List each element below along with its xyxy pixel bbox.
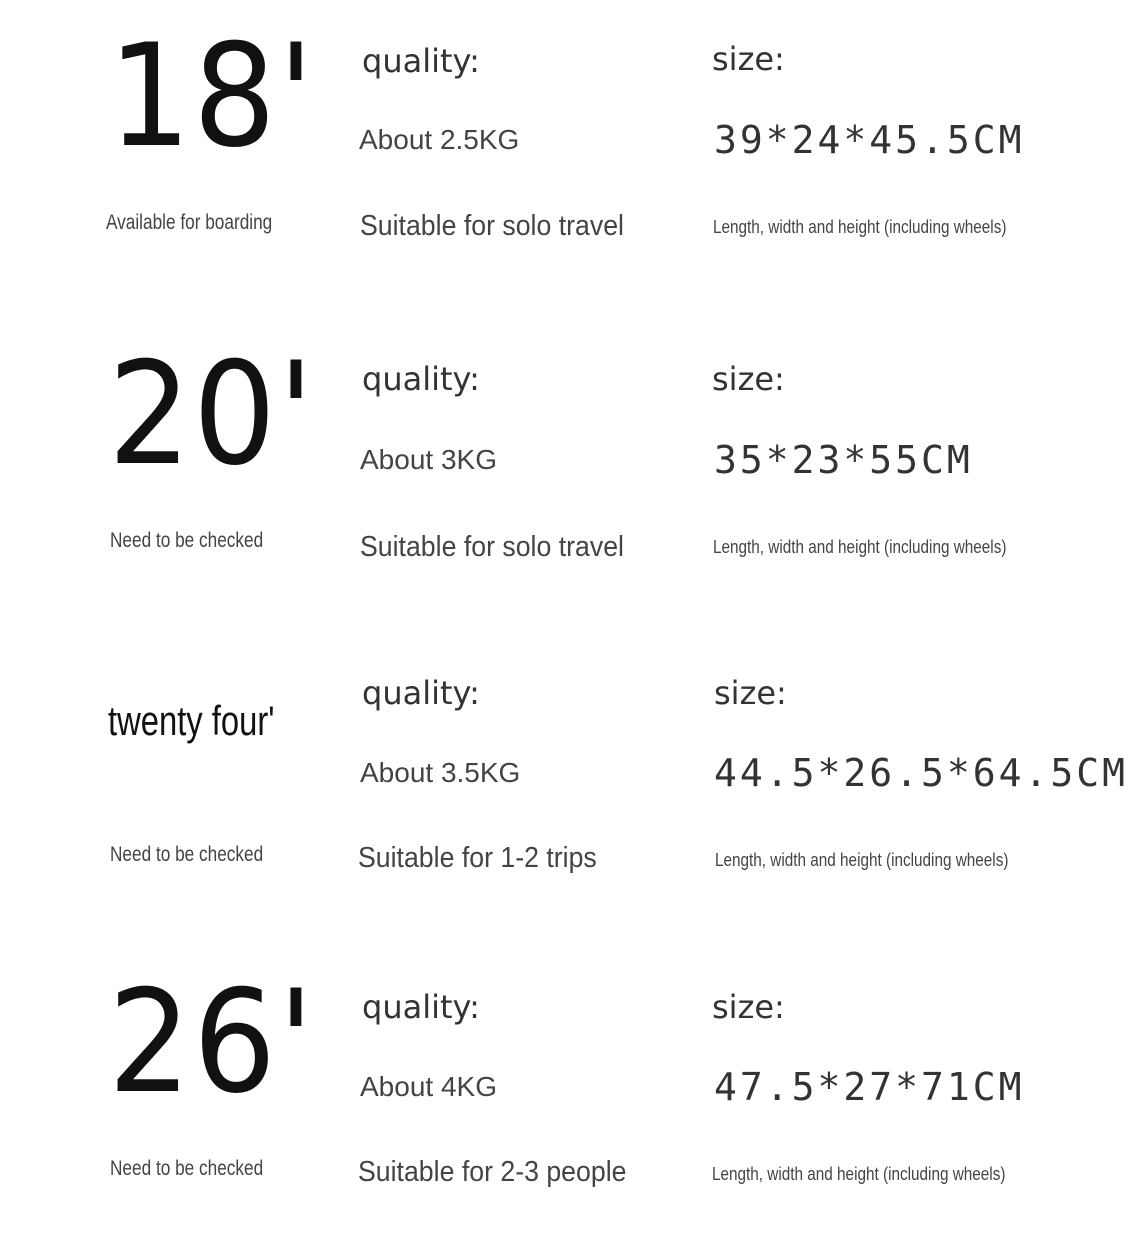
size-label: size: bbox=[712, 360, 785, 398]
dimensions-note: Length, width and height (including wheels) bbox=[713, 537, 1007, 557]
dimensions-value: 47.5*27*71CM bbox=[714, 1065, 1025, 1109]
boarding-note: Need to be checked bbox=[110, 529, 264, 552]
weight-value: About 4KG bbox=[360, 1071, 497, 1102]
size-label: size: bbox=[712, 40, 785, 78]
quality-label: quality: bbox=[362, 360, 480, 398]
boarding-note: Need to be checked bbox=[110, 1157, 264, 1180]
suitable-for-text: Suitable for 1-2 trips bbox=[358, 842, 597, 874]
weight-value: About 3KG bbox=[360, 444, 497, 475]
suitable-for-text: Suitable for 2-3 people bbox=[358, 1156, 627, 1188]
weight-value: About 3.5KG bbox=[360, 757, 521, 788]
dimensions-value: 39*24*45.5CM bbox=[714, 118, 1025, 162]
size-label: size: bbox=[712, 988, 785, 1026]
boarding-note: Available for boarding bbox=[106, 211, 273, 234]
suitable-for-text: Suitable for solo travel bbox=[360, 210, 624, 242]
quality-label: quality: bbox=[362, 988, 480, 1026]
size-label: size: bbox=[714, 674, 787, 712]
luggage-size-label: twenty four' bbox=[108, 697, 275, 744]
dimensions-note: Length, width and height (including wheels) bbox=[712, 1164, 1006, 1184]
luggage-size-label: 20' bbox=[108, 332, 316, 497]
quality-label: quality: bbox=[362, 42, 480, 80]
dimensions-note: Length, width and height (including wheels) bbox=[713, 217, 1007, 237]
suitable-for-text: Suitable for solo travel bbox=[360, 531, 624, 563]
quality-label: quality: bbox=[362, 674, 480, 712]
dimensions-note: Length, width and height (including wheels) bbox=[715, 850, 1009, 870]
luggage-size-label: 26' bbox=[108, 960, 316, 1125]
weight-value: About 2.5KG bbox=[359, 124, 520, 155]
dimensions-value: 35*23*55CM bbox=[714, 438, 973, 482]
boarding-note: Need to be checked bbox=[110, 843, 264, 866]
luggage-size-label: 18' bbox=[108, 14, 316, 179]
dimensions-value: 44.5*26.5*64.5CM bbox=[714, 751, 1129, 795]
